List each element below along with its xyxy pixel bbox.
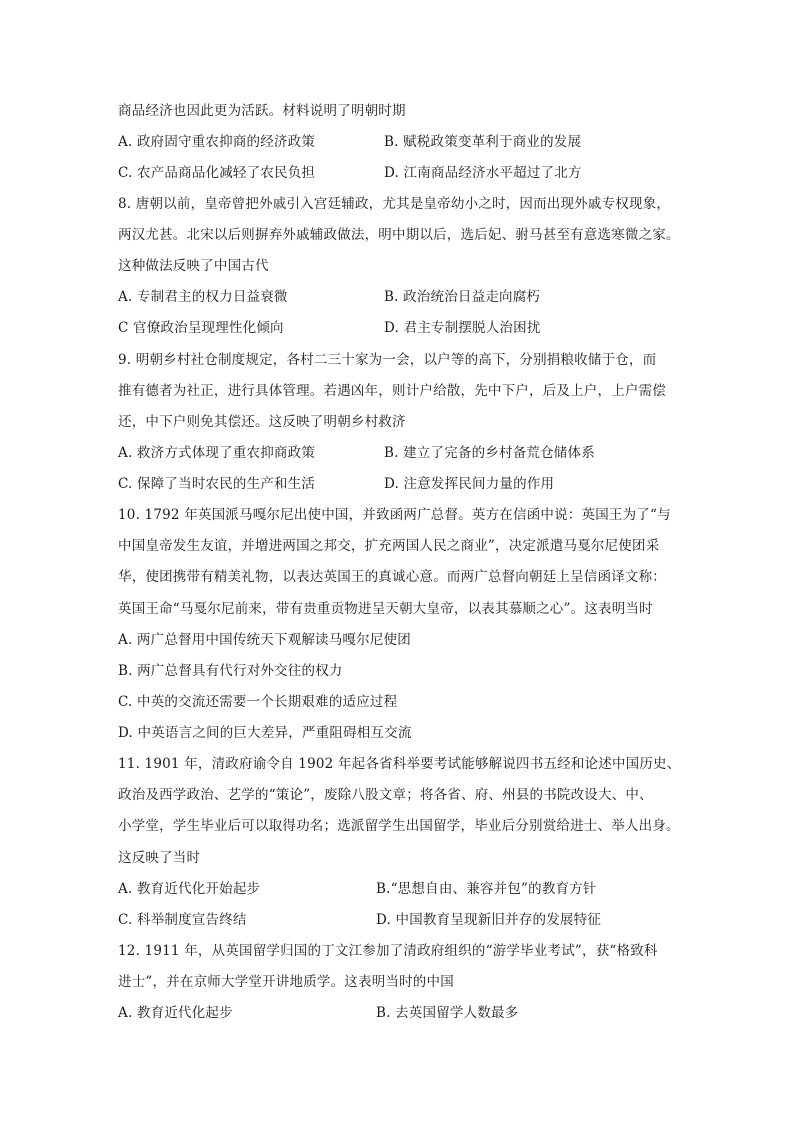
q10-stem-line-1: 10. 1792 年英国派马嘎尔尼出使中国，并致函两广总督。英方在信函中说：英国王为了“与: [118, 507, 671, 523]
q10-option-b: B. 两广总督具有代行对外交往的权力: [118, 663, 343, 679]
q11-stem-line-4: 这反映了当时: [118, 850, 201, 866]
q9-stem-line-3: 还，中下户则免其偿还。这反映了明朝乡村救济: [118, 414, 406, 430]
q9-option-c: C. 保障了当时农民的生产和生活: [118, 476, 316, 492]
q11-option-b: B.“思想自由、兼容并包”的教育方针: [376, 881, 597, 897]
q9-option-a: A. 救济方式体现了重农抑商政策: [118, 445, 316, 461]
q9-stem-line-2: 推有德者为社正，进行具体管理。若遇凶年，则计户给散，先中下户，后及上户，上户需偿: [118, 383, 666, 399]
q10-stem-line-3: 华，使团携带有精美礼物，以表达英国王的真诚心意。而两广总督向朝廷上呈信函译文称：: [118, 569, 666, 585]
q8-stem-line-2: 两汉尤甚。北宋以后则摒弃外戚辅政做法，明中期以后，选后妃、驸马甚至有意选寒微之家。: [118, 227, 680, 243]
q11-stem-line-2: 政治及西学政治、艺学的“策论”，废除八股文章；将各省、府、州县的书院改设大、中、: [118, 787, 653, 803]
q10-option-c: C. 中英的交流还需要一个长期艰难的适应过程: [118, 694, 398, 710]
q12-stem-line-1: 12. 1911 年，从英国留学归国的丁文江参加了清政府组织的“游学毕业考试”，获“格致科: [118, 943, 658, 959]
q11-option-d: D. 中国教育呈现新旧并存的发展特征: [376, 912, 602, 928]
q12-stem-line-2: 进士”，并在京师大学堂开讲地质学。这表明当时的中国: [118, 974, 454, 990]
q11-option-a: A. 教育近代化开始起步: [118, 881, 261, 897]
q9-option-b: B. 建立了完备的乡村备荒仓储体系: [384, 445, 595, 461]
q10-stem-line-4: 英国王命“马戛尔尼前来，带有贵重贡物进呈天朝大皇帝，以表其慕顺之心”。这表明当时: [118, 601, 653, 617]
q8-stem-line-1: 8. 唐朝以前，皇帝曾把外戚引入宫廷辅政，尤其是皇帝幼小之时，因而出现外戚专权现象，: [118, 196, 671, 212]
q7-stem-tail: 商品经济也因此更为活跃。材料说明了明朝时期: [118, 103, 406, 119]
q11-option-c: C. 科举制度宣告终结: [118, 912, 247, 928]
q9-option-d: D. 注意发挥民间力量的作用: [384, 476, 555, 492]
q12-option-a: A. 教育近代化起步: [118, 1005, 233, 1021]
q11-stem-line-3: 小学堂，学生毕业后可以取得功名；选派留学生出国留学，毕业后分别赏给进士、举人出身。: [118, 818, 680, 834]
q10-option-a: A. 两广总督用中国传统天下观解读马嘎尔尼使团: [118, 632, 411, 648]
q8-stem-line-3: 这种做法反映了中国古代: [118, 258, 269, 274]
q7-option-c: C. 农产品商品化减轻了农民负担: [118, 165, 316, 181]
q8-option-a: A. 专制君主的权力日益衰微: [118, 289, 288, 305]
q10-stem-line-2: 中国皇帝发生友谊，并增进两国之邦交，扩充两国人民之商业”，决定派遣马戛尔尼使团采: [118, 538, 660, 554]
q8-option-d: D. 君主专制摆脱人治困扰: [384, 320, 541, 336]
q7-option-a: A. 政府固守重农抑商的经济政策: [118, 134, 316, 150]
q12-option-b: B. 去英国留学人数最多: [376, 1005, 519, 1021]
q9-stem-line-1: 9. 明朝乡村社仓制度规定，各村二三十家为一会，以户等的高下，分别捐粮收储于仓，而: [118, 352, 657, 368]
q10-option-d: D. 中英语言之间的巨大差异，严重阻碍相互交流: [118, 725, 412, 741]
q7-option-b: B. 赋税政策变革利于商业的发展: [384, 134, 582, 150]
q11-stem-line-1: 11. 1901 年，清政府谕令自 1902 年起各省科举要考试能够解说四书五经和论述中国历史、: [118, 756, 681, 772]
q8-option-b: B. 政治统治日益走向腐朽: [384, 289, 541, 305]
q7-option-d: D. 江南商品经济水平超过了北方: [384, 165, 582, 181]
q8-option-c: C 官僚政治呈现理性化倾向: [118, 320, 284, 336]
